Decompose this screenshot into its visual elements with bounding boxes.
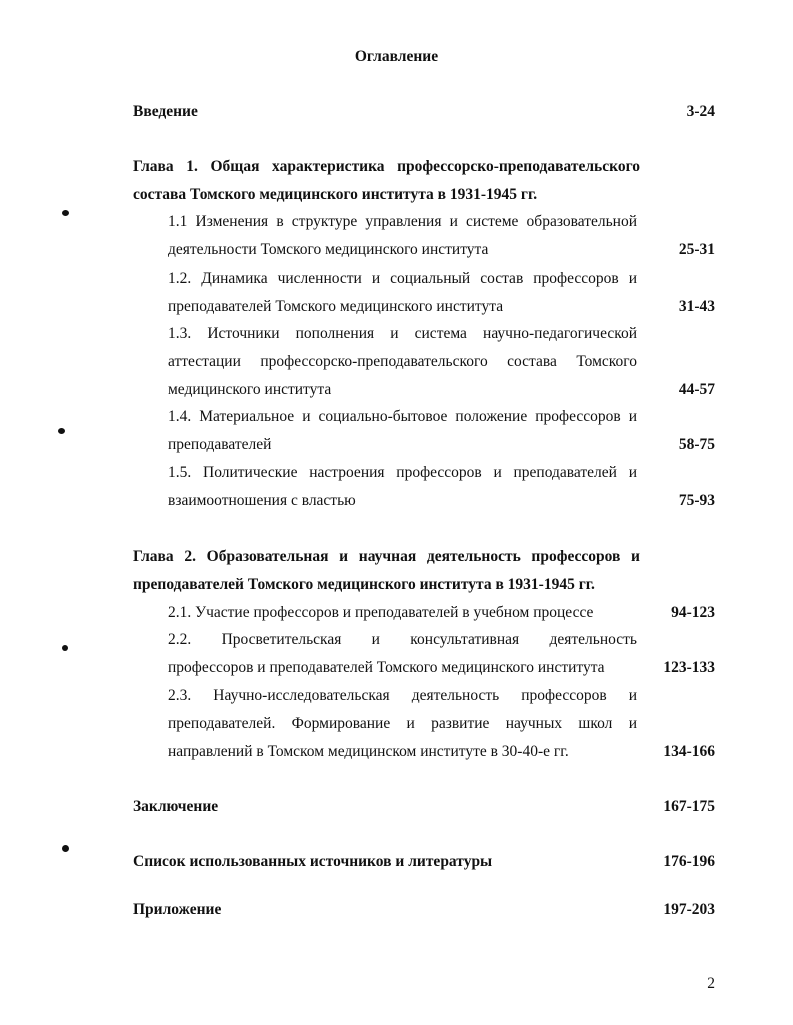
scan-speck xyxy=(62,645,68,651)
section-line: 2.2. Просветительская и консультативная деятельность xyxy=(168,631,637,648)
section-line: 1.3. Источники пополнения и система научно-педагогической xyxy=(168,325,637,342)
toc-entry-pages: 197-203 xyxy=(663,901,715,918)
section-line: аттестации профессорско-преподавательского состава Томского xyxy=(168,353,637,370)
section-line: 1.5. Политические настроения профессоров и преподавателей и xyxy=(168,464,637,481)
chapter-heading-line: Глава 1. Общая характеристика профессорско-преподавательского xyxy=(133,158,640,175)
section-pages: 44-57 xyxy=(678,381,715,398)
toc-entry-pages: 176-196 xyxy=(663,853,715,870)
section-line: 1.1 Изменения в структуре управления и системе образовательной xyxy=(168,213,637,230)
section-pages: 31-43 xyxy=(678,298,715,315)
chapter-heading-line: состава Томского медицинского института в 1931-1945 гг. xyxy=(133,186,538,203)
section-pages: 25-31 xyxy=(678,241,715,258)
toc-entry-pages: 3-24 xyxy=(686,103,715,120)
chapter-heading-line: Глава 2. Образовательная и научная деятельность профессоров и xyxy=(133,548,640,565)
toc-entry-label: Заключение xyxy=(133,798,219,815)
section-pages: 134-166 xyxy=(663,743,715,760)
section-line: деятельности Томского медицинского института xyxy=(168,241,489,258)
section-line: взаимоотношения с властью xyxy=(168,492,356,509)
section-line: направлений в Томском медицинском институте в 30-40-е гг. xyxy=(168,743,569,760)
scan-speck xyxy=(62,845,69,852)
toc-entry-label: Список использованных источников и литературы xyxy=(133,853,493,870)
scan-speck xyxy=(58,428,65,434)
section-line: медицинского института xyxy=(168,381,332,398)
chapter-heading-line: преподавателей Томского медицинского института в 1931-1945 гг. xyxy=(133,576,595,593)
section-pages: 94-123 xyxy=(671,604,715,621)
scan-speck xyxy=(62,210,69,216)
section-line: 1.2. Динамика численности и социальный состав профессоров и xyxy=(168,270,637,287)
section-line: преподавателей. Формирование и развитие научных школ и xyxy=(168,715,637,732)
page-title: Оглавление xyxy=(354,48,439,65)
toc-entry-pages: 167-175 xyxy=(663,798,715,815)
section-line: 1.4. Материальное и социально-бытовое положение профессоров и xyxy=(168,408,637,425)
section-line: 2.3. Научно-исследовательская деятельность профессоров и xyxy=(168,687,637,704)
section-line: профессоров и преподавателей Томского медицинского института xyxy=(168,659,605,676)
section-line: преподавателей xyxy=(168,436,272,453)
section-line: преподавателей Томского медицинского института xyxy=(168,298,504,315)
toc-entry-label: Введение xyxy=(133,103,198,120)
toc-entry-label: Приложение xyxy=(133,901,222,918)
section-line: 2.1. Участие профессоров и преподавателей в учебном процессе xyxy=(168,604,594,621)
page-number: 2 xyxy=(707,975,715,992)
section-pages: 123-133 xyxy=(663,659,715,676)
section-pages: 58-75 xyxy=(678,436,715,453)
section-pages: 75-93 xyxy=(678,492,715,509)
